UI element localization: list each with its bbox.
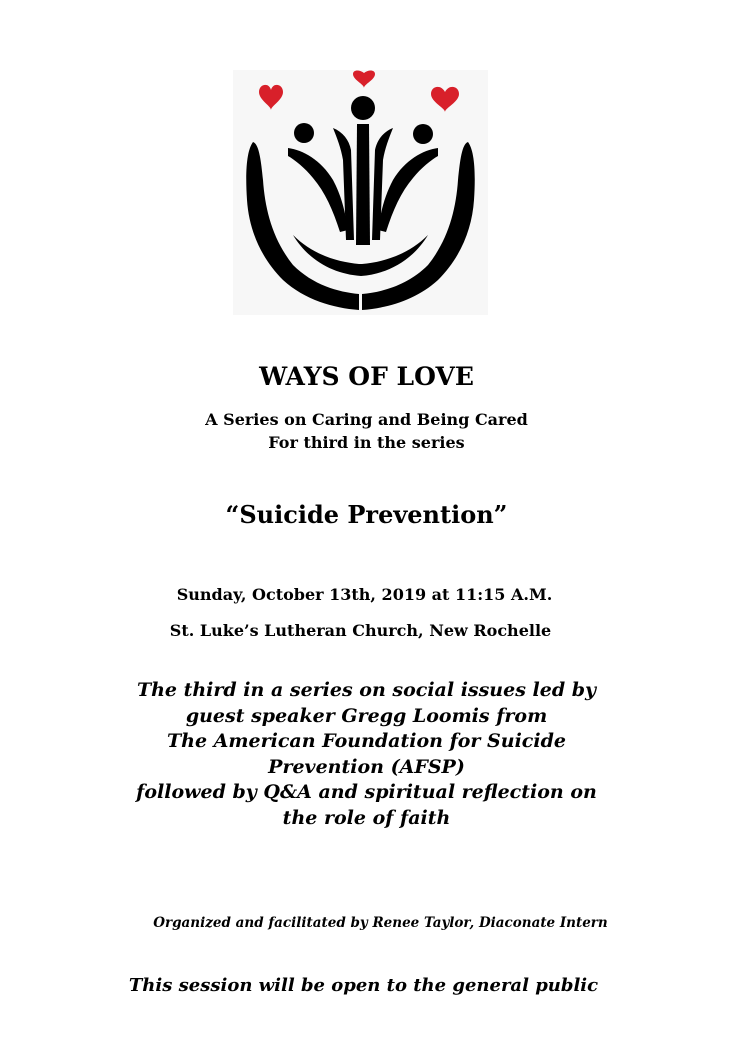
- organizer-credit: Organized and facilitated by Renee Taylor, Diaconate Intern: [153, 915, 608, 931]
- hands-hearts-people-icon: [233, 70, 488, 315]
- session-topic: “Suicide Prevention”: [225, 500, 508, 529]
- subtitle-line: A Series on Caring and Being Cared: [205, 410, 528, 429]
- subtitle-line: For third in the series: [268, 433, 465, 452]
- event-date-time: Sunday, October 13th, 2019 at 11:15 A.M.: [176, 585, 553, 604]
- heart-icon: [259, 85, 283, 110]
- logo: [233, 70, 488, 315]
- event-title: WAYS OF LOVE: [259, 362, 474, 391]
- description-line: the role of faith: [282, 806, 451, 829]
- description-line: Prevention (AFSP): [268, 755, 465, 778]
- event-location: St. Luke’s Lutheran Church, New Rochelle: [169, 621, 552, 640]
- audience-note: This session will be open to the general public: [128, 975, 599, 996]
- event-description: [0, 678, 733, 831]
- heart-icon: [431, 87, 459, 112]
- description-line: The third in a series on social issues led by: [136, 679, 597, 701]
- description-line: followed by Q&A and spiritual reflection on: [136, 781, 597, 803]
- heart-icon: [353, 70, 375, 88]
- description-line: guest speaker Gregg Loomis from: [185, 704, 548, 727]
- description-line: The American Foundation for Suicide: [167, 730, 566, 752]
